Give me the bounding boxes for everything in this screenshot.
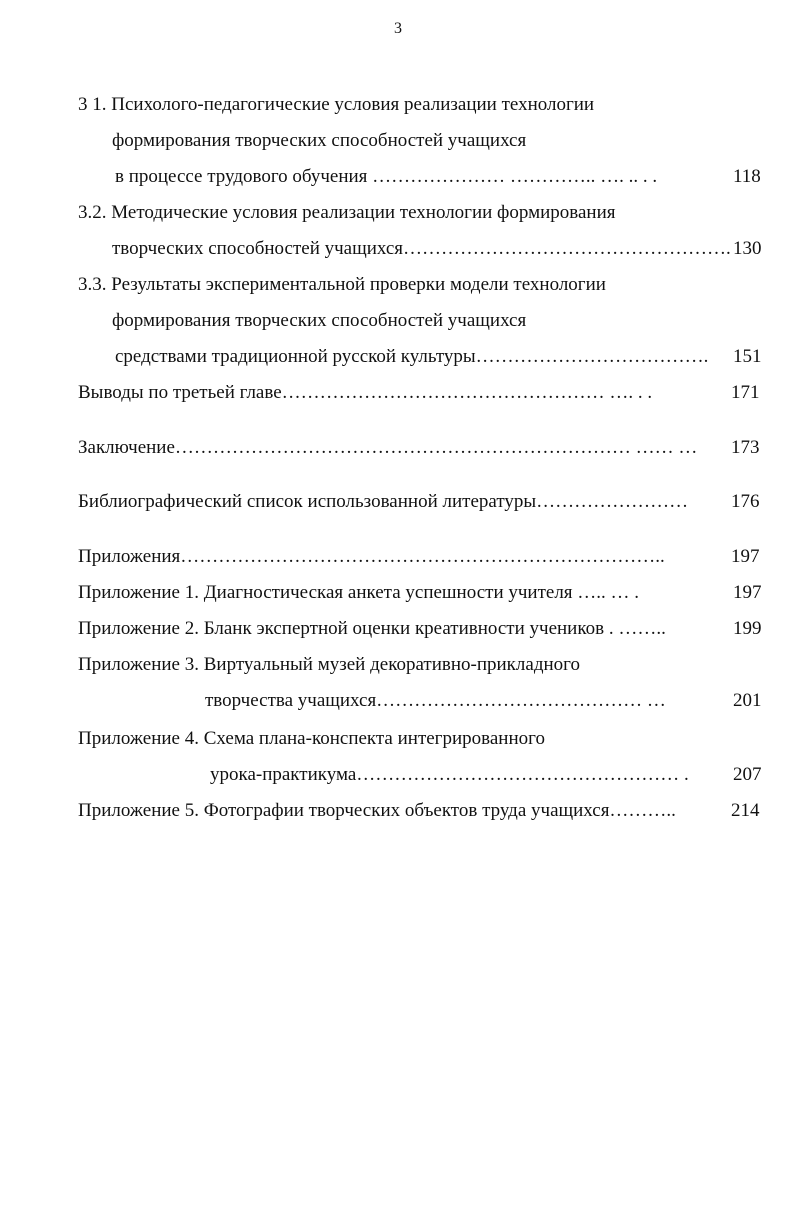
toc-entry-3-2-line-1: 3.2. Методические условия реализации технологии формирования (78, 202, 616, 223)
toc-entry-3-3-line-1: 3.3. Результаты экспериментальной проверки модели технологии (78, 274, 606, 295)
toc-entry-appendix-2: Приложение 2. Бланк экспертной оценки креативности учеников . …….. (78, 618, 666, 639)
toc-entry-3-2-line-2: творческих способностей учащихся……………………………………………. (112, 238, 731, 259)
toc-entry-appendices: Приложения………………………………………………………………….. (78, 546, 665, 567)
toc-entry-appendix-3-line-1: Приложение 3. Виртуальный музей декоративно-прикладного (78, 654, 580, 675)
toc-page-3-2: 130 (733, 238, 762, 259)
toc-entry-appendix-5: Приложение 5. Фотографии творческих объектов труда учащихся……….. (78, 800, 676, 821)
toc-page-appendix-5: 214 (731, 800, 760, 821)
toc-page-3-3: 151 (733, 346, 762, 367)
toc-entry-3-3-line-2: формирования творческих способностей учащихся (112, 310, 527, 331)
toc-entry-3-1-line-3: в процессе трудового обучения ………………… ………….. …. .. . . (115, 166, 658, 187)
toc-page-appendix-4: 207 (733, 764, 762, 785)
toc-entry-appendix-4-line-1: Приложение 4. Схема плана-конспекта интегрированного (78, 728, 545, 749)
toc-entry-appendix-3-line-2: творчества учащихся…………………………………… … (205, 690, 666, 711)
toc-entry-bibliography: Библиографический список использованной литературы…………………… (78, 491, 689, 512)
toc-page-appendix-3: 201 (733, 690, 762, 711)
toc-entry-3-1-line-1: 3 1. Психолого-педагогические условия реализации технологии (78, 94, 595, 115)
toc-page-conclusion: 173 (731, 437, 760, 458)
toc-page-appendix-2: 199 (733, 618, 762, 639)
toc-entry-conclusion: Заключение……………………………………………………………… …… … (78, 437, 698, 458)
toc-entry-appendix-4-line-2: урока-практикума…………………………………………… . (210, 764, 689, 785)
toc-entry-appendix-1: Приложение 1. Диагностическая анкета успешности учителя ….. … . (78, 582, 640, 603)
toc-page-appendices: 197 (731, 546, 760, 567)
toc-page-bibliography: 176 (731, 491, 760, 512)
toc-page-chapter3-conclusions: 171 (731, 382, 760, 403)
toc-entry-3-1-line-2: формирования творческих способностей учащихся (112, 130, 527, 151)
toc-entry-3-3-line-3: средствами традиционной русской культуры………………………………. (115, 346, 709, 367)
toc-page-appendix-1: 197 (733, 582, 762, 603)
toc-entry-chapter3-conclusions: Выводы по третьей главе…………………………………………… …. . . (78, 382, 653, 403)
page-number: 3 (394, 20, 402, 37)
toc-page-3-1: 118 (733, 166, 761, 187)
